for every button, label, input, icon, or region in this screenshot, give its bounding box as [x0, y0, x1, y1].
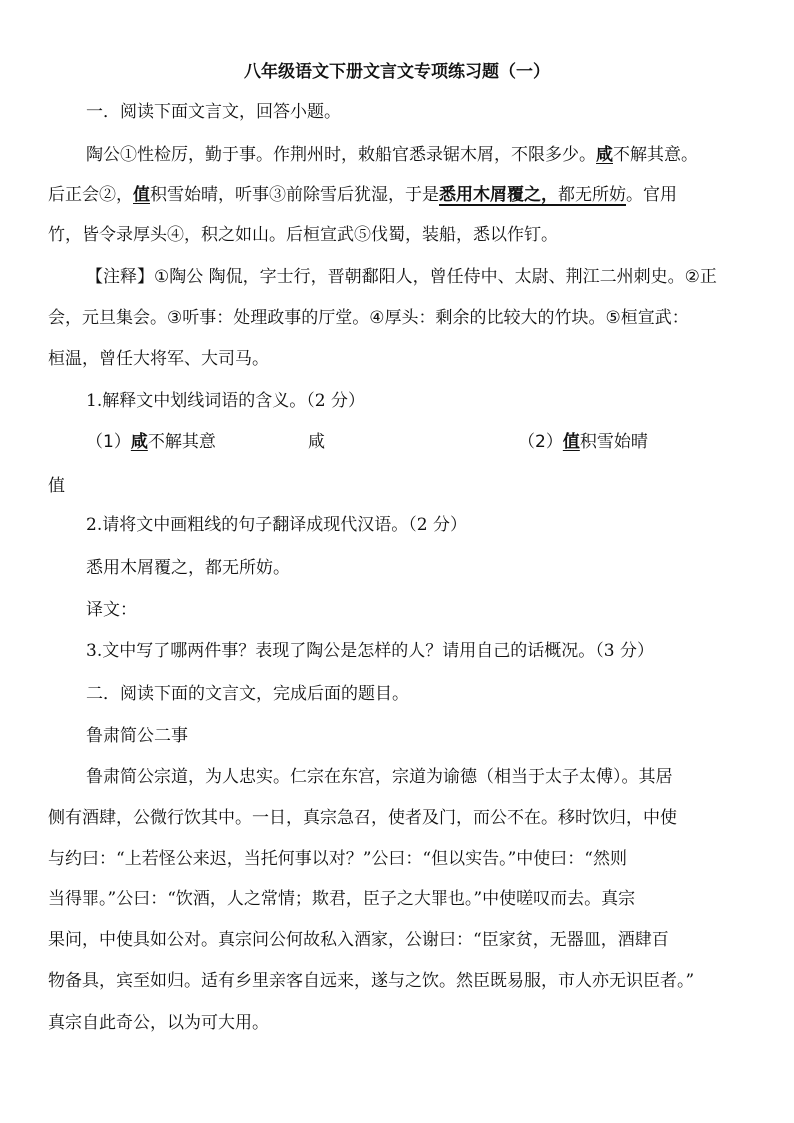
passage-line-3: 竹，皆令录厚头④，积之如山。后桓宣武⑤伐蜀，装船，悉以作钉。 — [48, 225, 558, 245]
item-text: 积雪始晴 — [579, 432, 648, 452]
passage2-line: 物备具，宾至如归。适有乡里亲客自远来，遂与之饮。然臣既易服，市人亦无识臣者。” — [48, 971, 695, 991]
item-number: （1） — [86, 432, 131, 452]
q1-item-a — [86, 430, 286, 454]
question-1: 1.解释文中划线词语的含义。（2 分） — [86, 391, 365, 411]
passage-text: 陶公①性检厉，勤于事。作荆州时，敕船官悉录锯木屑，不限多少。 — [86, 145, 596, 165]
section2-subtitle: 鲁肃简公二事 — [86, 726, 188, 746]
underlined-word-xian: 咸 — [596, 145, 613, 165]
passage2-line: 与约曰：“上若怪公来迟，当托何事以对？”公曰：“但以实告。”中使曰：“然则 — [48, 849, 627, 869]
passage2-line: 鲁肃简公宗道，为人忠实。仁宗在东宫，宗道为谕德（相当于太子太傅）。其居 — [86, 767, 673, 787]
item-text: 不解其意 — [147, 432, 216, 452]
passage-line-2 — [48, 183, 768, 207]
passage2-line: 当得罪。”公曰：“饮酒，人之常情；欺君，臣子之大罪也。”中使嗟叹而去。真宗 — [48, 889, 636, 909]
passage2-line: 果问，中使具如公对。真宗问公何故私入酒家，公谢曰：“臣家贫，无器皿，酒肆百 — [48, 930, 669, 950]
passage2-line: 侧有酒肆，公微行饮其中。一日，真宗急召，使者及门，而公不在。移时饮归，中使 — [48, 808, 677, 828]
passage-line-1 — [86, 143, 776, 167]
passage-text: 积雪始晴，听事③前除雪后犹湿，于是 — [150, 185, 439, 205]
q1-item-b — [518, 430, 738, 454]
passage2-line: 真宗自此奇公，以为可大用。 — [48, 1013, 269, 1033]
question-2: 2.请将文中画粗线的句子翻译成现代汉语。（2 分） — [86, 515, 467, 535]
section1-heading: 一．阅读下面文言文，回答小题。 — [86, 102, 341, 122]
q2-sentence: 悉用木屑覆之，都无所妨。 — [86, 558, 290, 578]
notes-line-1: 【注释】①陶公 陶侃，字士行，晋朝鄱阳人，曾任侍中、太尉、荆江二州刺史。②正 — [86, 267, 717, 287]
question-3: 3.文中写了哪两件事？表现了陶公是怎样的人？请用自己的话概况。（3 分） — [86, 641, 654, 661]
underlined-word-zhi: 值 — [133, 185, 150, 205]
passage-text: 后正会②， — [48, 185, 133, 205]
notes-line-2: 会，元旦集会。③听事：处理政事的厅堂。④厚头：剩余的比较大的竹块。⑤桓宣武： — [48, 308, 689, 328]
q1-answer-a: 咸 — [308, 432, 325, 452]
q2-translation-label: 译文： — [86, 600, 137, 620]
page-title: 八年级语文下册文言文专项练习题（一） — [244, 62, 550, 82]
underlined-sentence-end: 都无所妨 — [558, 185, 626, 205]
bold-underlined-sentence: 悉用木屑覆之， — [439, 185, 558, 205]
notes-line-3: 桓温，曾任大将军、大司马。 — [48, 349, 269, 369]
section2-heading: 二．阅读下面的文言文，完成后面的题目。 — [86, 684, 409, 704]
passage-text: 不解其意。 — [613, 145, 698, 165]
underlined-word-xian: 咸 — [130, 432, 148, 452]
item-number: （2） — [518, 432, 563, 452]
q1-answer-b: 值 — [48, 476, 65, 496]
passage-text: 。官用 — [626, 185, 677, 205]
underlined-word-zhi: 值 — [562, 432, 580, 452]
